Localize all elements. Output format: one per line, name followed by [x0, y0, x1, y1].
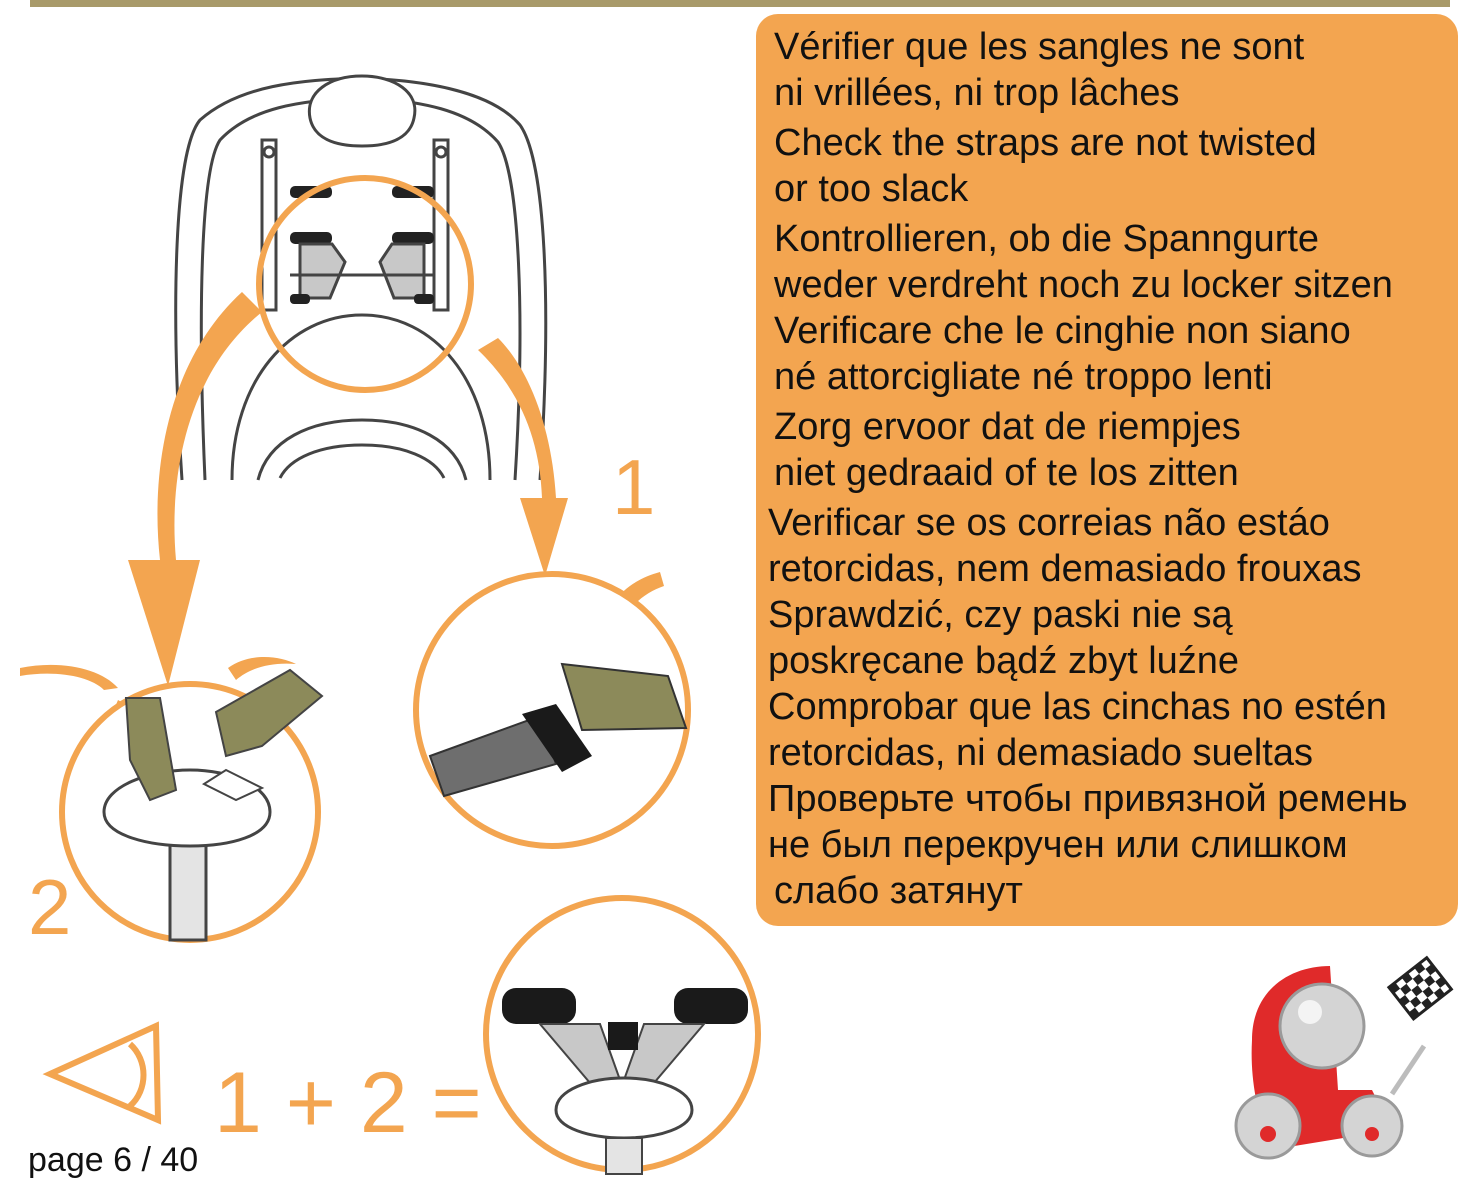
instruction-line: Sprawdzić, czy paski nie są	[768, 594, 1233, 636]
instruction-line: poskręcane bądź zbyt luźne	[768, 640, 1240, 682]
instruction-de	[756, 216, 1458, 308]
instruction-line: weder verdreht noch zu locker sitzen	[774, 264, 1393, 306]
combined-steps-label: 1 + 2 =	[214, 1055, 482, 1151]
instruction-nl	[756, 404, 1458, 496]
instruction-line: retorcidas, ni demasiado sueltas	[768, 732, 1313, 774]
instruction-line: retorcidas, nem demasiado frouxas	[768, 548, 1362, 590]
instruction-pl	[756, 592, 1458, 684]
instruction-line: or too slack	[774, 168, 969, 210]
instruction-line: Kontrollieren, ob die Spanngurte	[774, 218, 1320, 260]
instruction-es	[756, 684, 1458, 776]
instruction-line: Verificare che le cinghie non siano	[774, 310, 1351, 352]
instruction-pt	[756, 500, 1458, 592]
instruction-line: Comprobar que las cinchas no estén	[768, 686, 1387, 728]
instruction-line: Verificar se os correias não estáo	[768, 502, 1330, 544]
instruction-en	[756, 120, 1458, 212]
step-2-detail	[62, 670, 322, 940]
step-1-label: 1	[612, 443, 656, 531]
instruction-line: niet gedraaid of te los zitten	[774, 452, 1239, 494]
step-1-detail	[416, 574, 688, 846]
step-2-label: 2	[28, 863, 72, 951]
instruction-ru	[756, 776, 1458, 914]
result-detail	[486, 898, 758, 1174]
instruction-line: слабо затянут	[774, 870, 1023, 912]
instruction-it	[756, 308, 1458, 400]
instruction-line: Vérifier que les sangles ne sont	[774, 26, 1305, 68]
eye-icon	[50, 1026, 158, 1120]
instruction-line: Проверьте чтобы привязной ремень	[768, 778, 1408, 820]
page-number: page 6 / 40	[28, 1141, 199, 1179]
checkered-flag-icon	[1389, 958, 1451, 1019]
instruction-line: Zorg ervoor dat de riempjes	[774, 406, 1241, 448]
instruction-line: Check the straps are not twisted	[774, 122, 1317, 164]
instruction-box	[756, 14, 1458, 926]
instruction-line: не был перекручен или слишком	[768, 824, 1348, 866]
instruction-fr	[756, 24, 1458, 116]
instruction-line: ni vrillées, ni trop lâches	[774, 72, 1180, 114]
car-seat-illustration	[176, 76, 546, 480]
instruction-line: né attorcigliate né troppo lenti	[774, 356, 1273, 398]
